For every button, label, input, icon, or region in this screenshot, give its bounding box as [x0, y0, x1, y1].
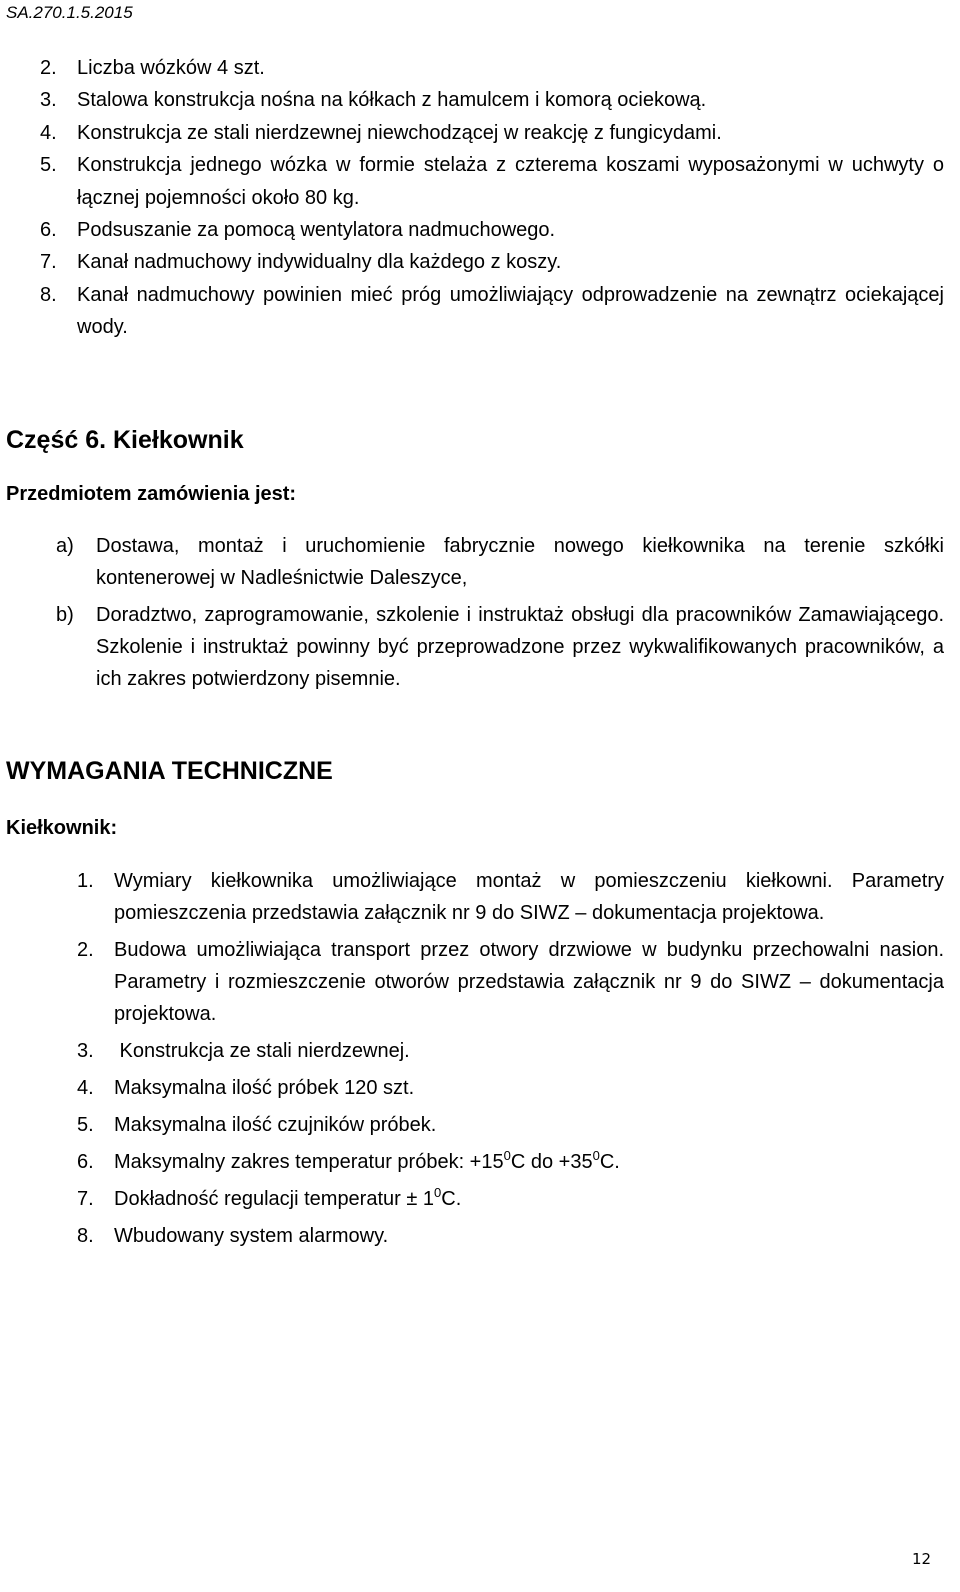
text-segment: Maksymalny zakres temperatur próbek: +15: [114, 1151, 504, 1173]
text-segment: C.: [599, 1151, 620, 1173]
list-item-number: 8.: [77, 1225, 94, 1247]
list-item-text: Liczba wózków 4 szt.: [77, 57, 265, 79]
list-item-number: 5.: [40, 154, 57, 177]
list-item-text: Wbudowany system alarmowy.: [114, 1225, 389, 1247]
list-item-text: Konstrukcja ze stali nierdzewnej niewchodzącej w reakcję z fungicydami.: [77, 121, 722, 144]
list-item-number: 3.: [77, 1040, 94, 1062]
list-item-number: 2.: [40, 57, 57, 79]
list-item: [56, 530, 944, 594]
list-item-text: Doradztwo, zaprogramowanie, szkolenie i instruktaż obsługi dla pracowników Zamawiającego. Szkolenie i instruktaż powinny być przeprowadzone przez wykwalifikowanych pracowników, a ich zakres potwierdzony pisemnie.: [96, 604, 944, 690]
list-item: [40, 149, 944, 214]
list-item-number: 4.: [40, 121, 57, 144]
list-item: [77, 1072, 944, 1104]
list-item-number: 7.: [40, 251, 57, 274]
list-item: [40, 246, 944, 278]
list-item-number: 2.: [77, 939, 94, 961]
equipment-spec-list: [40, 52, 944, 344]
list-item-number: 6.: [77, 1151, 94, 1173]
degree-superscript: 0: [592, 1148, 600, 1163]
list-item-text: Maksymalna ilość czujników próbek.: [114, 1114, 437, 1136]
list-item-letter: b): [56, 604, 74, 626]
device-heading: Kiełkownik:: [6, 817, 118, 839]
list-item-text: Budowa umożliwiająca transport przez otwory drzwiowe w budynku przechowalni nasion. Parametry i rozmieszczenie otworów przedstawia załącznik nr 9 do SIWZ – dokumentacja projektowa.: [114, 939, 944, 1025]
list-item-text: Maksymalna ilość próbek 120 szt.: [114, 1077, 415, 1099]
degree-superscript: 0: [503, 1148, 511, 1163]
document-reference: SA.270.1.5.2015: [6, 3, 133, 22]
page-number: 12: [912, 1550, 932, 1568]
list-item-number: 1.: [77, 870, 94, 892]
list-item-text: [114, 1185, 462, 1210]
list-item-text: Konstrukcja ze stali nierdzewnej.: [114, 1040, 410, 1062]
list-item: [77, 865, 944, 929]
list-item-text: Kanał nadmuchowy powinien mieć próg umożliwiający odprowadzenie na zewnątrz ociekającej wody.: [77, 283, 944, 339]
list-item: [40, 52, 944, 84]
list-item: [77, 1109, 944, 1141]
text-segment: C do +35: [510, 1151, 593, 1173]
list-item-number: 5.: [77, 1114, 94, 1136]
list-item: [40, 279, 944, 344]
list-item: [56, 599, 944, 695]
text-segment: Dokładność regulacji temperatur ± 1: [114, 1188, 435, 1210]
text-segment: C.: [441, 1188, 462, 1210]
list-item: [77, 1146, 944, 1178]
list-item-text: Stalowa konstrukcja nośna na kółkach z hamulcem i komorą ociekową.: [77, 89, 707, 112]
list-item: [77, 934, 944, 1030]
subject-heading: Przedmiotem zamówienia jest:: [6, 483, 297, 505]
subject-list: [56, 530, 944, 700]
list-item-number: 4.: [77, 1077, 94, 1099]
list-item-text: Podsuszanie za pomocą wentylatora nadmuchowego.: [77, 219, 556, 242]
list-item-letter: a): [56, 535, 74, 557]
technical-requirements-list: [77, 865, 944, 1257]
list-item: [40, 84, 944, 116]
list-item-text: Dostawa, montaż i uruchomienie fabrycznie nowego kiełkownika na terenie szkółki kontenerowej w Nadleśnictwie Daleszyce,: [96, 535, 944, 589]
list-item-text: [114, 1148, 620, 1173]
list-item-number: 3.: [40, 89, 57, 112]
list-item-number: 6.: [40, 219, 57, 242]
degree-superscript: 0: [434, 1185, 442, 1200]
list-item: [40, 117, 944, 149]
list-item-text: Wymiary kiełkownika umożliwiające montaż w pomieszczeniu kiełkowni. Parametry pomieszczenia przedstawia załącznik nr 9 do SIWZ – dokumentacja projektowa.: [114, 870, 944, 924]
part-title: Część 6. Kiełkownik: [6, 426, 244, 454]
requirements-title: WYMAGANIA TECHNICZNE: [6, 757, 333, 785]
list-item: [40, 214, 944, 246]
list-item: [77, 1183, 944, 1215]
list-item: [77, 1035, 944, 1067]
list-item-number: 7.: [77, 1188, 94, 1210]
list-item-text: Kanał nadmuchowy indywidualny dla każdego z koszy.: [77, 251, 562, 274]
list-item: [77, 1220, 944, 1252]
list-item-number: 8.: [40, 283, 57, 306]
list-item-text: Konstrukcja jednego wózka w formie stelaża z czterema koszami wyposażonymi w uchwyty o łącznej pojemności około 80 kg.: [77, 154, 944, 209]
